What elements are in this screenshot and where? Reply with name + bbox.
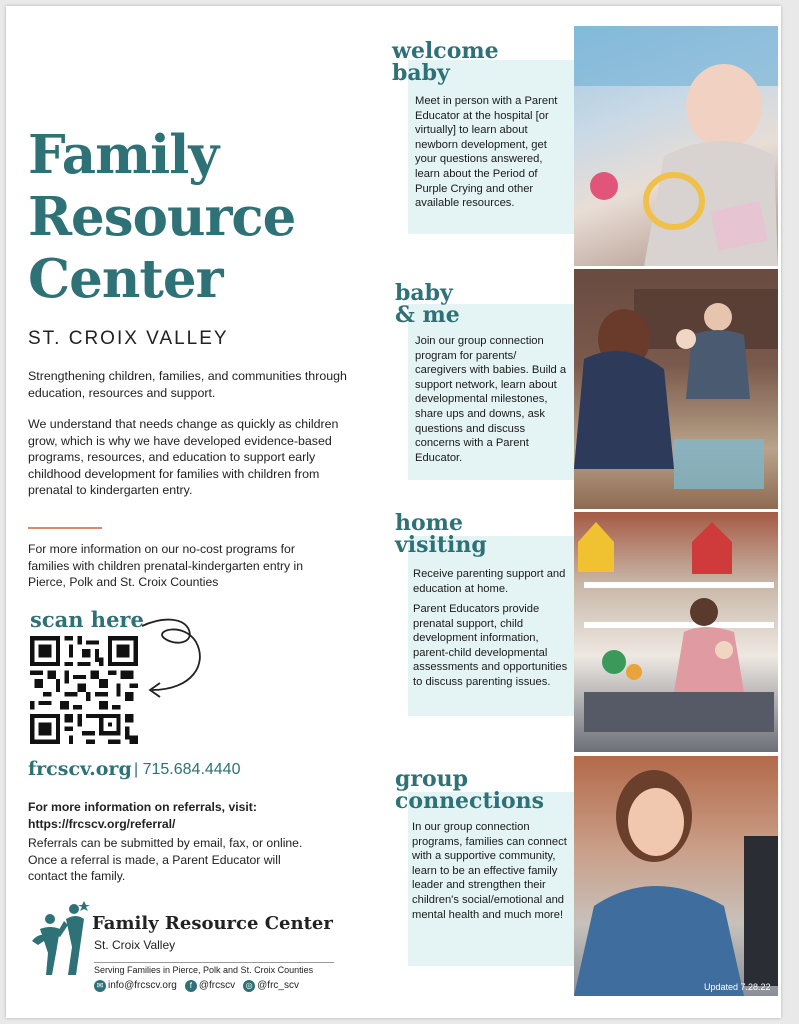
instagram-icon: ◎ <box>243 980 255 992</box>
facebook-text: @frcscv <box>198 980 236 991</box>
welcome-baby-text: Meet in person with a Parent Educator at the hospital [or virtually] to learn about newborn development, get your questions answered, learn about the Period of Purple Crying and other available resources. <box>415 95 558 210</box>
home-visiting-heading <box>395 512 487 556</box>
instagram-text: @frc_scv <box>257 980 299 991</box>
photo-baby-and-me <box>574 269 778 509</box>
woman-illustration <box>574 756 778 996</box>
title-line-1: Family <box>28 124 219 186</box>
photo-group-connections <box>574 756 778 996</box>
curved-arrow-icon <box>134 612 206 702</box>
heading-line: welcome <box>392 38 499 64</box>
heading-line: visiting <box>395 532 487 558</box>
email-text: info@frcscv.org <box>108 980 177 991</box>
heading-line: group <box>395 766 469 792</box>
baby-and-me-text: Join our group connection program for parents/ caregivers with babies. Build a support network, learn about developmental milestones, share ups and downs, ask questions and discuss concerns with a Parent Educator. <box>415 335 567 464</box>
email-icon: ✉ <box>94 980 106 992</box>
flyer-page <box>6 6 781 1018</box>
page-title <box>28 124 295 310</box>
baby-illustration <box>574 26 778 266</box>
facebook-icon: f <box>185 980 197 992</box>
baby-and-me-heading <box>395 282 460 326</box>
footer-org-sub: St. Croix Valley <box>94 938 176 952</box>
scan-here-label: scan here <box>30 607 144 632</box>
heading-line: home <box>395 510 463 536</box>
group-connections-heading <box>395 768 544 812</box>
family-logo-icon <box>28 901 90 979</box>
home-visiting-text-1: Receive parenting support and education at home. <box>413 568 566 595</box>
playroom-illustration <box>574 512 778 752</box>
website-link[interactable]: frcscv.org <box>28 758 132 780</box>
referral-heading: For more information on referrals, visit: https://frcscv.org/referral/ <box>28 800 257 831</box>
heading-line: & me <box>395 302 460 328</box>
footer-org-name: Family Resource Center <box>92 913 333 934</box>
more-info-text: For more information on our no-cost programs for families with children prenatal-kindergarten entry in Pierce, Polk and St. Croix Counties <box>28 542 304 590</box>
facebook-contact[interactable] <box>185 980 235 992</box>
footer-serving: Serving Families in Pierce, Polk and St. Croix Counties <box>94 962 334 975</box>
phone-number: | 715.684.4440 <box>134 761 241 778</box>
footer-contacts <box>94 980 299 992</box>
subtitle: ST. CROIX VALLEY <box>28 328 229 349</box>
home-visiting-text-2: Parent Educators provide prenatal support, child development information, parent-child developmental assessments and opportunities to discuss parenting issues. <box>413 603 568 688</box>
group-connections-text: In our group connection programs, families can connect with a supportive community, learn to be an effective family leader and strengthen their children's social/emotional and mental health and much more! <box>412 821 567 921</box>
referral-text: Referrals can be submitted by email, fax, or online. Once a referral is made, a Parent Educator will contact the family. <box>28 836 303 884</box>
understand-text: We understand that needs change as quickly as children grow, which is why we have developed evidence-based programs, resources, and education to support early childhood development for families with children from prenatal to kindergarten entry. <box>28 417 339 498</box>
heading-line: connections <box>395 788 545 814</box>
updated-label: Updated 7.28.22 <box>704 982 771 992</box>
title-line-3: Center <box>28 248 223 310</box>
mother-baby-illustration <box>574 269 778 509</box>
heading-line: baby <box>395 280 453 306</box>
qr-code[interactable] <box>30 636 138 744</box>
mission-text: Strengthening children, families, and communities through education, resources and support. <box>28 369 347 400</box>
instagram-contact[interactable] <box>243 980 299 992</box>
heading-line: baby <box>392 60 450 86</box>
email-contact[interactable] <box>94 980 177 992</box>
divider <box>28 527 102 529</box>
title-line-2: Resource <box>28 186 296 248</box>
photo-welcome-baby <box>574 26 778 266</box>
photo-home-visiting <box>574 512 778 752</box>
welcome-baby-heading <box>392 40 499 84</box>
